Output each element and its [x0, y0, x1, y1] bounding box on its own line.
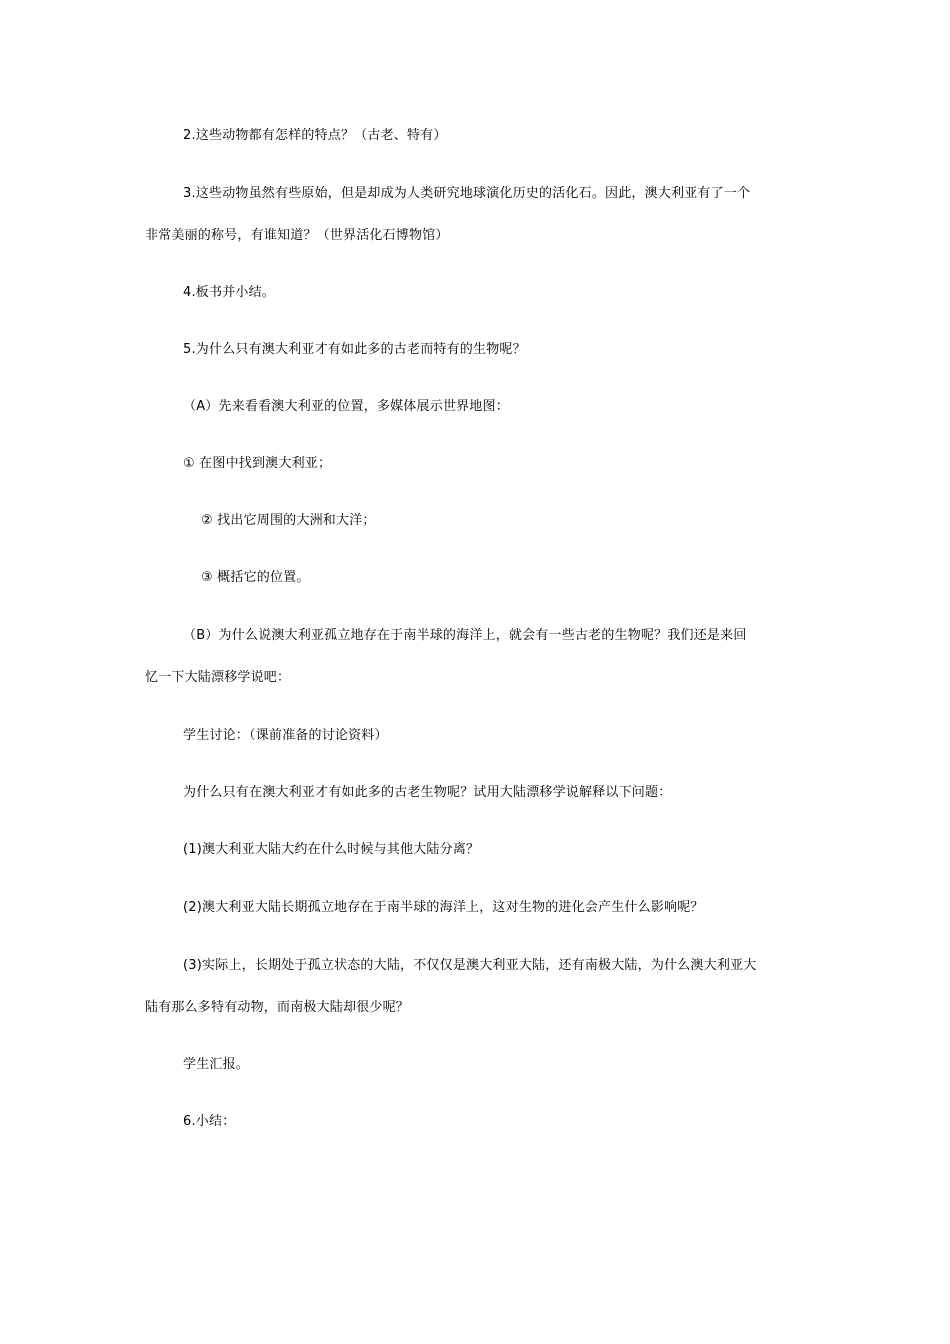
paragraph-stepA3-line-1: ③ 概括它的位置。 [201, 570, 310, 585]
paragraph-q4-line-1: 4.板书并小结。 [183, 285, 276, 300]
paragraph-stepA2-line-1: ② 找出它周围的大洲和大洋； [201, 513, 376, 528]
paragraph-discussion-line-1: 学生讨论：（课前准备的讨论资料） [183, 728, 388, 743]
paragraph-q5-line-1: 5.为什么只有澳大利亚才有如此多的古老而特有的生物呢？ [183, 342, 526, 357]
paragraph-partB-line-2: 忆一下大陆漂移学说吧： [145, 670, 291, 685]
paragraph-q3-line-2: 非常美丽的称号，有谁知道？（世界活化石博物馆） [145, 228, 449, 243]
paragraph-sub2-line-1: (2)澳大利亚大陆长期孤立地存在于南半球的海洋上，这对生物的进化会产生什么影响呢？ [183, 900, 704, 915]
paragraph-partA-line-1: （A）先来看看澳大利亚的位置，多媒体展示世界地图： [183, 399, 509, 414]
paragraph-q3-line-1: 3.这些动物虽然有些原始，但是却成为人类研究地球演化历史的活化石。因此，澳大利亚有了一个 [183, 186, 751, 201]
paragraph-q2-line-1: 2.这些动物都有怎样的特点？（古老、特有） [183, 128, 447, 143]
paragraph-sub1-line-1: (1)澳大利亚大陆大约在什么时候与其他大陆分离？ [183, 842, 480, 857]
paragraph-q6-line-1: 6.小结： [183, 1114, 236, 1129]
paragraph-partB-line-1: （B）为什么说澳大利亚孤立地存在于南半球的海洋上，就会有一些古老的生物呢？我们还是来回 [183, 628, 747, 643]
paragraph-sub3-line-1: (3)实际上，长期处于孤立状态的大陆，不仅仅是澳大利亚大陆，还有南极大陆，为什么澳大利亚大 [183, 958, 757, 973]
paragraph-stepA1-line-1: ① 在图中找到澳大利亚； [183, 456, 332, 471]
paragraph-discussion-question-line-1: 为什么只有在澳大利亚才有如此多的古老生物呢？试用大陆漂移学说解释以下问题： [183, 785, 672, 800]
paragraph-sub3-line-2: 陆有那么多特有动物，而南极大陆却很少呢？ [145, 1000, 410, 1015]
paragraph-report-line-1: 学生汇报。 [183, 1057, 250, 1072]
